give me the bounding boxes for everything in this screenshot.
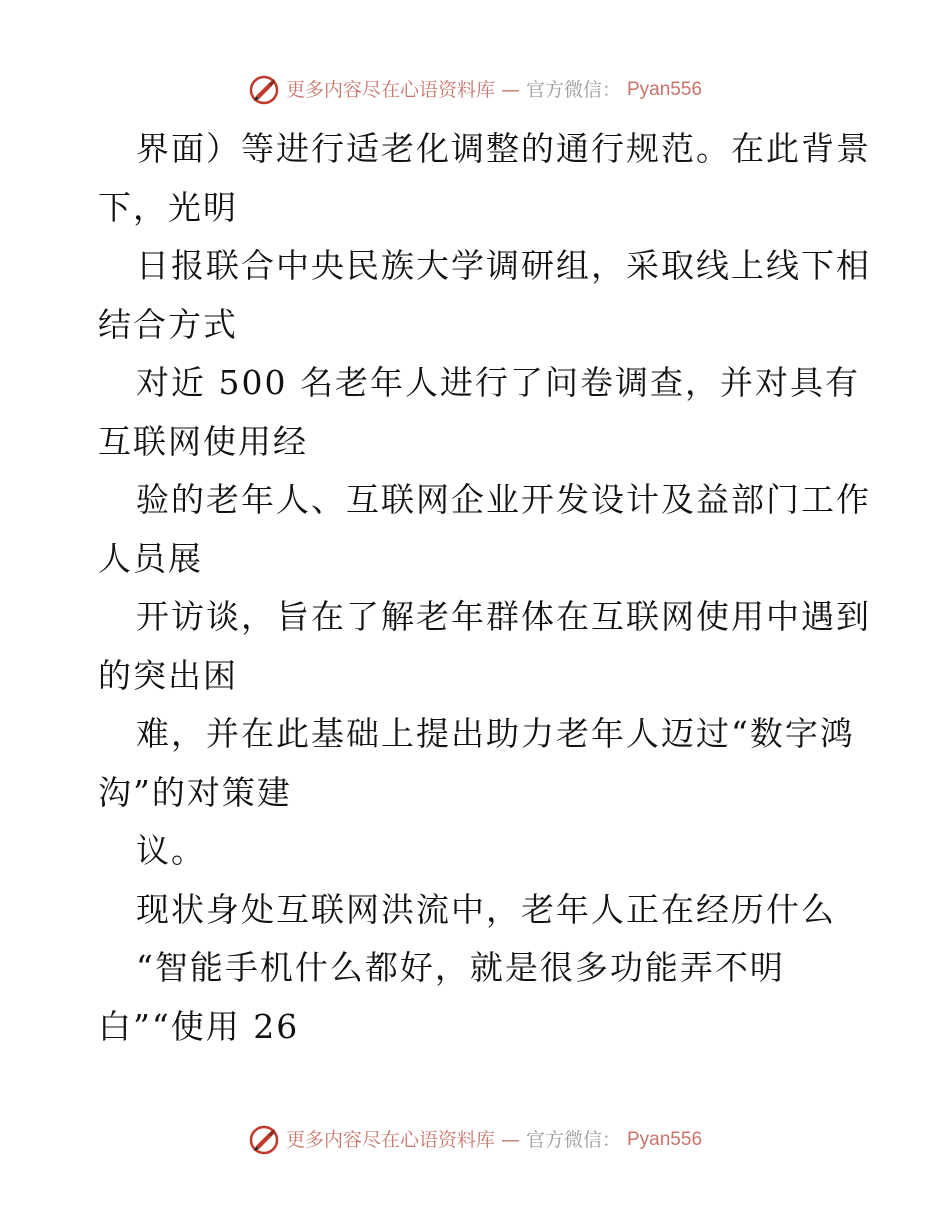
- brush-logo-icon: [248, 1124, 280, 1156]
- footer-watermark: [0, 1124, 950, 1156]
- body-text-line: 白”“使用 26: [98, 1006, 300, 1046]
- body-text-line: 互联网使用经: [98, 421, 308, 461]
- body-text-line: 对近 500 名老年人进行了问卷调查，并对具有: [136, 363, 860, 402]
- body-text-line: 沟”的对策建: [98, 772, 292, 812]
- watermark-label: 官方微信：: [525, 79, 621, 101]
- body-text-line: 下，光明: [98, 187, 238, 227]
- watermark-label: 官方微信：: [525, 1129, 621, 1151]
- body-text-line: “智能手机什么都好，就是很多功能弄不明: [136, 948, 785, 987]
- header-watermark: [0, 74, 950, 106]
- body-text-line: 结合方式: [98, 304, 238, 344]
- body-text-line: 现状身处互联网洪流中，老年人正在经历什么: [136, 889, 836, 929]
- document-body: [98, 120, 871, 1056]
- body-text-line: 人员展: [98, 538, 203, 578]
- watermark-wechat-id: Pyan556: [627, 1129, 703, 1150]
- body-text-line: 验的老年人、互联网企业开发设计及益部门工作: [136, 480, 871, 519]
- body-text-line: 界面）等进行适老化调整的通行规范。在此背景: [136, 129, 871, 168]
- watermark-dash: —: [500, 79, 520, 101]
- watermark-dash: —: [500, 1129, 520, 1151]
- body-text-line: 难，并在此基础上提出助力老年人迈过“数字鸿: [136, 714, 855, 753]
- body-text-line: 的突出困: [98, 655, 238, 695]
- watermark-main-text: 更多内容尽在心语资料库: [285, 79, 495, 101]
- brush-logo-icon: [248, 74, 280, 106]
- body-text-line: 议。: [136, 831, 206, 870]
- body-text-line: 开访谈，旨在了解老年群体在互联网使用中遇到: [136, 597, 871, 636]
- body-text-line: 日报联合中央民族大学调研组，采取线上线下相: [136, 246, 871, 285]
- watermark-main-text: 更多内容尽在心语资料库: [285, 1129, 495, 1151]
- watermark-wechat-id: Pyan556: [627, 79, 703, 100]
